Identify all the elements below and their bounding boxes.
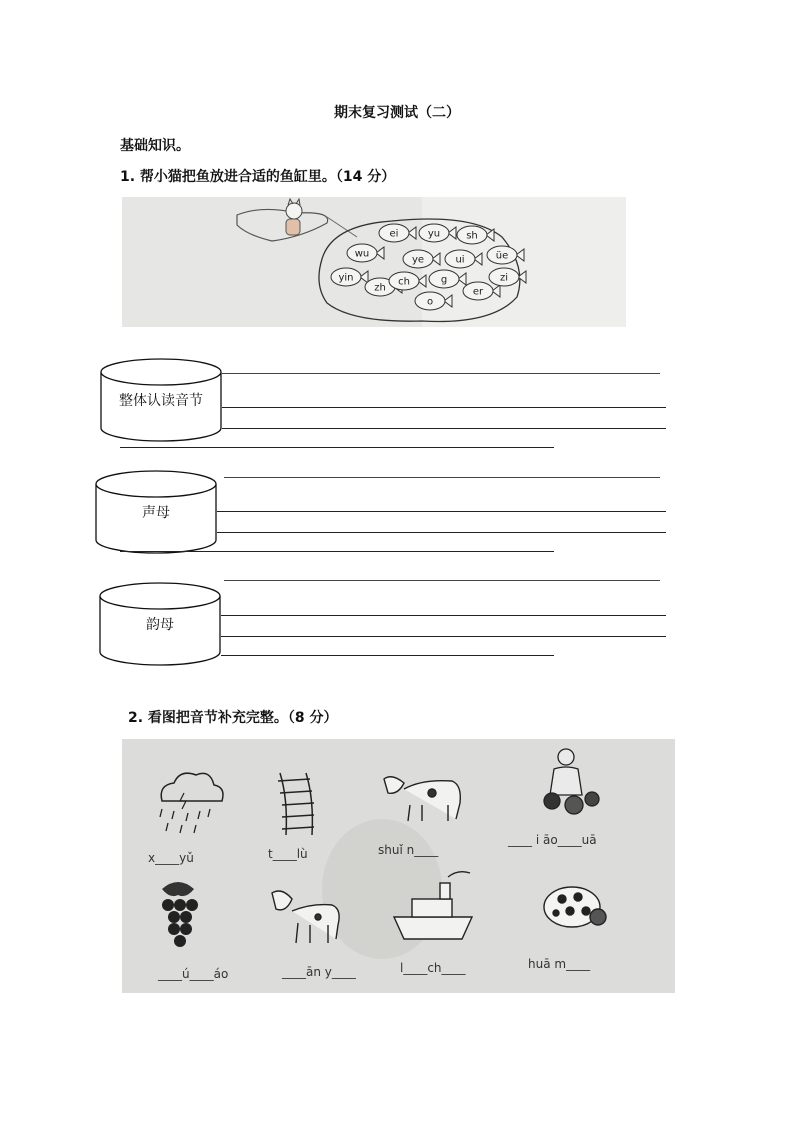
answer-line[interactable] [120,551,554,552]
fish-label: yin [338,272,354,284]
tank-whole-syllables [100,358,222,446]
fish-label: ch [398,276,410,288]
fish-label: er [472,286,484,298]
fish-label: yu [427,228,441,240]
answer-line[interactable] [221,615,666,616]
fish-label: o [426,296,434,308]
fish-label: g [440,274,448,286]
picture-label: x____yǔ [148,851,194,865]
answer-line[interactable] [221,636,666,637]
syllable-pictures-photo [122,739,675,993]
picture-label: t____lù [268,847,308,861]
answer-line[interactable] [222,407,666,408]
tank-initials [95,470,217,558]
section-heading: 基础知识。 [120,138,190,154]
fish-label: sh [466,230,478,242]
answer-line[interactable] [222,428,666,429]
fish-label: ye [411,254,425,266]
picture-label: ____ú____áo [158,967,229,981]
answer-line[interactable] [217,532,666,533]
answer-line[interactable] [224,580,660,581]
picture-label: shuǐ n____ [378,843,439,857]
answer-line[interactable] [221,655,554,656]
fish-label: zi [499,272,509,284]
picture-label: ____ān y____ [282,965,356,979]
fish-label: üe [495,250,509,262]
fish-label: wu [354,248,370,260]
picture-label: l____ch____ [400,961,466,975]
question-1: 1. 帮小猫把鱼放进合适的鱼缸里。（14 分） [120,169,396,185]
tank-label: 整体认读音节 [119,393,203,409]
fish-label: ui [455,254,465,266]
pictures-illustration [122,739,675,993]
tank-finals [99,582,221,670]
tank-label: 声母 [142,505,170,521]
fish-tank-photo [122,197,626,327]
picture-label: huā m____ [528,957,591,971]
answer-line[interactable] [222,373,660,374]
tank-label: 韵母 [146,617,174,633]
answer-line[interactable] [120,447,554,448]
fish-tank-illustration [122,197,626,327]
answer-line[interactable] [217,511,666,512]
page-title: 期末复习测试（二） [334,105,460,121]
answer-line[interactable] [224,477,660,478]
question-2: 2. 看图把音节补充完整。（8 分） [128,710,338,726]
fish-label: ei [389,228,399,240]
fish-label: zh [374,282,386,294]
picture-label: ____ i āo____uā [508,833,597,847]
